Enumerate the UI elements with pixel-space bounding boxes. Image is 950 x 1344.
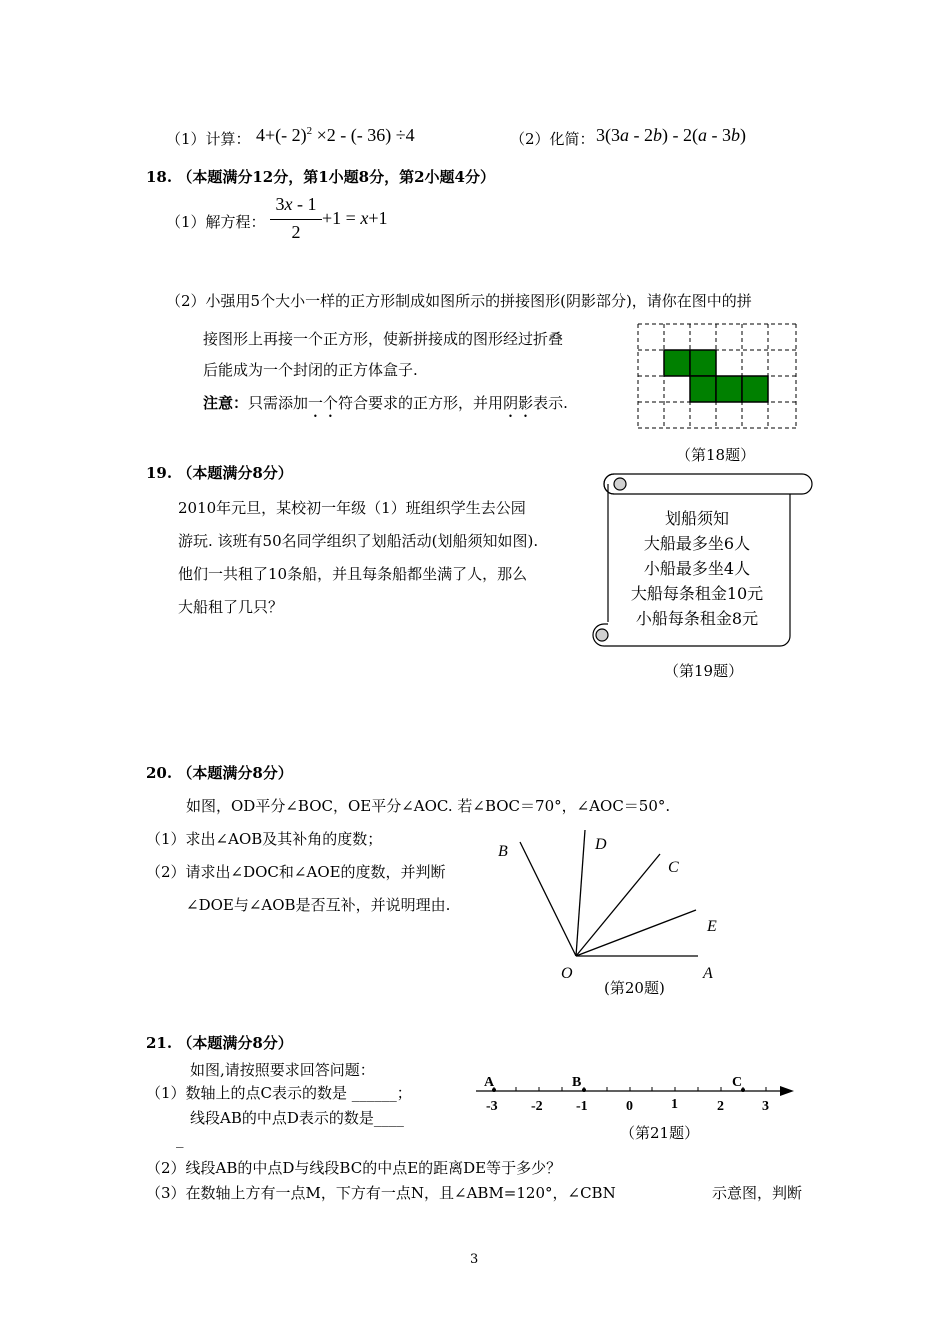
q18-part2-line3: 后能成为一个封闭的正方体盒子. [203, 361, 418, 379]
label-C: C [668, 859, 679, 876]
q18-figure-caption: （第18题） [676, 446, 756, 464]
note-label: 注意： [203, 394, 249, 412]
tick-label-m1: -1 [576, 1099, 588, 1114]
equation-numerator: 3x - 1 [275, 194, 317, 214]
q19-line4: 大船租了几只？ [178, 598, 284, 616]
point-B [582, 1088, 586, 1092]
q21-part3-b: 示意图，判断 [712, 1184, 803, 1202]
q21-header: 21. （本题满分8分） [146, 1034, 293, 1052]
q21-part1-line1: （1）数轴上的点C表示的数是 ______； [146, 1084, 412, 1102]
q20-intro: 如图，OD平分∠BOC，OE平分∠AOC. 若∠BOC＝70°，∠AOC＝50°. [186, 797, 671, 815]
axis-label-A: A [484, 1075, 495, 1090]
label-D: D [595, 836, 607, 853]
q19-line2: 游玩. 该班有50名同学组织了划船活动(划船须知如图). [178, 532, 539, 550]
note-text-e: 表示. [533, 394, 568, 412]
q19-line3: 他们一共租了10条船，并且每条船都坐满了人，那么 [178, 565, 528, 583]
tick-label-2: 2 [717, 1099, 724, 1114]
tick-label-0: 0 [626, 1099, 633, 1114]
ray-OC [576, 854, 660, 956]
q18-note [203, 392, 568, 421]
q20-part1: （1）求出∠AOB及其补角的度数； [146, 830, 383, 848]
q18-part1-label: （1）解方程： [166, 213, 266, 231]
q18-grid-figure [636, 322, 800, 432]
axis-arrow-icon [780, 1086, 794, 1096]
q20-part2-line2: ∠DOE与∠AOB是否互补，并说明理由. [186, 896, 451, 914]
shaded-square-1 [664, 350, 690, 376]
axis-label-C: C [732, 1075, 743, 1090]
q21-part3-a: （3）在数轴上方有一点M，下方有一点N，且∠ABM=120°，∠CBN [146, 1184, 616, 1202]
equation-denominator: 2 [291, 222, 301, 242]
q21-intro: 如图,请按照要求回答问题： [190, 1061, 375, 1079]
note-emphasis-shadow: 阴影 [503, 394, 534, 412]
q17-part2-label: （2）化简： [510, 130, 595, 148]
note-text-c: 符合要求的正方形，并用 [338, 394, 504, 412]
tick-label-3: 3 [762, 1099, 769, 1114]
q19-header: 19. （本题满分8分） [146, 464, 293, 482]
shaded-square-2 [690, 350, 716, 376]
notice-line-small-capacity: 小船最多坐4人 [643, 559, 751, 578]
fraction-bar [270, 219, 322, 220]
q21-part1-line2: 线段AB的中点D表示的数是____ [190, 1109, 404, 1127]
ray-OE [576, 910, 696, 956]
q21-figure-caption: （第21题） [620, 1124, 700, 1142]
q20-header: 20. （本题满分8分） [146, 764, 293, 782]
tick-label-m3: -3 [486, 1099, 498, 1114]
q21-part1-line3: _ [176, 1130, 184, 1148]
q20-part2-line1: （2）请求出∠DOC和∠AOE的度数，并判断 [146, 863, 446, 881]
shaded-square-5 [742, 376, 768, 402]
notice-line-small-rent: 小船每条租金8元 [635, 609, 759, 628]
label-A: A [703, 965, 713, 980]
q21-part2: （2）线段AB的中点D与线段BC的中点E的距离DE等于多少？ [146, 1159, 562, 1177]
equation-rest: +1 = x+1 [322, 208, 388, 228]
q20-angle-figure [490, 828, 730, 980]
q17-part1-label: （1）计算： [166, 130, 251, 148]
notice-line-big-rent: 大船每条租金10元 [630, 584, 764, 603]
page-number: 3 [470, 1252, 479, 1267]
label-O: O [561, 965, 573, 980]
notice-line-big-capacity: 大船最多坐6人 [643, 534, 751, 553]
axis-label-B: B [572, 1075, 582, 1090]
ray-OD [576, 830, 585, 956]
tick-label-m2: -2 [531, 1099, 543, 1114]
label-B: B [498, 843, 508, 860]
note-emphasis-one: 一个 [308, 394, 339, 412]
boat-notice [612, 506, 782, 631]
note-text-a: 只需添加 [248, 394, 309, 412]
shaded-square-3 [690, 376, 716, 402]
q19-figure-caption: （第19题） [664, 662, 744, 680]
q18-header: 18. （本题满分12分，第1小题8分，第2小题4分） [146, 168, 495, 186]
q19-line1: 2010年元旦，某校初一年级（1）班组织学生去公园 [178, 499, 526, 517]
q20-figure-caption: (第20题) [604, 979, 665, 997]
q18-part2-line1: （2）小强用5个大小一样的正方形制成如图所示的拼接图形(阴影部分)，请你在图中的拼 [166, 292, 752, 310]
notice-title: 划船须知 [664, 509, 729, 528]
q17-part1-expression: 4+(- 2)$^2$ ×2 - (- 36) ÷4 [256, 125, 415, 145]
label-E: E [707, 918, 717, 935]
tick-label-1: 1 [671, 1097, 678, 1112]
q21-number-line [466, 1070, 800, 1116]
shaded-square-4 [716, 376, 742, 402]
q18-part2-line2: 接图形上再接一个正方形，使新拼接成的图形经过折叠 [203, 330, 564, 348]
ray-OB [520, 842, 576, 956]
q17-part2-expression: 3(3a - 2b) - 2(a - 3b) [596, 125, 746, 145]
